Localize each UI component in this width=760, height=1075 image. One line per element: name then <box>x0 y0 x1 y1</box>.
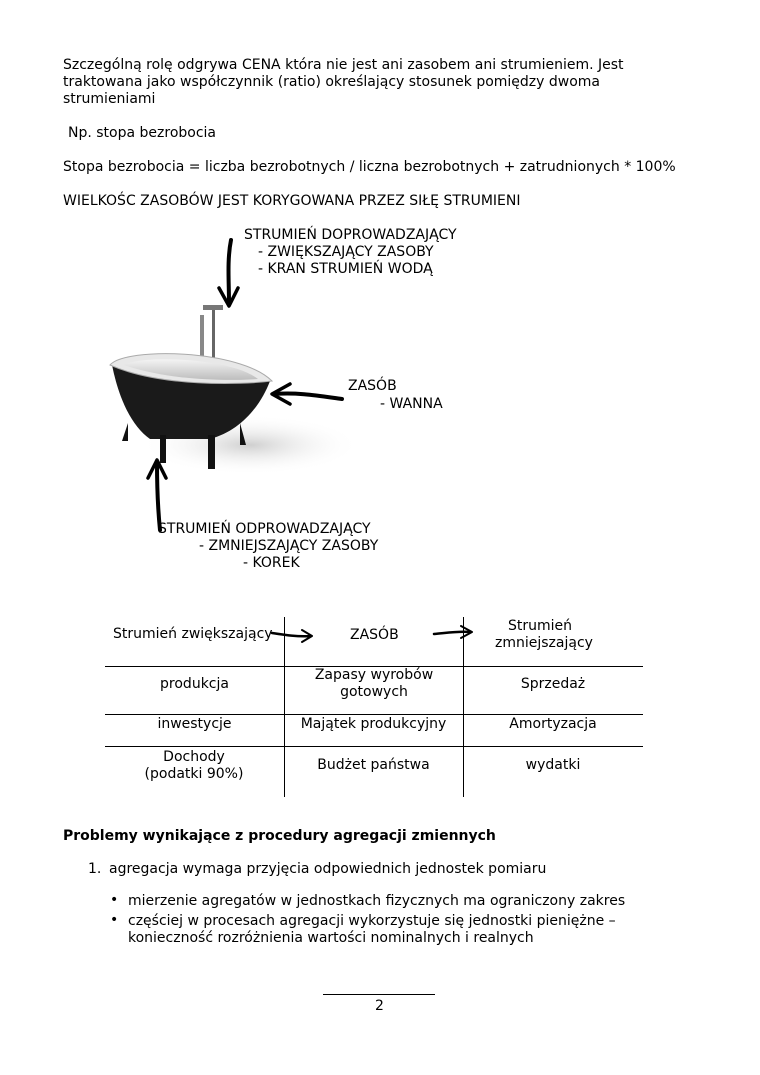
table-header-stock: ZASÓB <box>350 627 399 643</box>
bathtub-illustration <box>100 295 360 495</box>
table-header-outflow: Strumień zmniejszający <box>495 618 593 651</box>
table-cell: Budżet państwa <box>317 757 430 773</box>
inflow-sub-1: - ZWIĘKSZAJĄCY ZASOBY <box>258 244 434 260</box>
table-arrow-1-icon <box>272 630 312 642</box>
example-text: Np. stopa bezrobocia <box>68 125 217 141</box>
table-cell: produkcja <box>160 676 229 692</box>
bullet-item: częściej w procesach agregacji wykorzystuje się jednostki pieniężne – <box>128 913 616 929</box>
footer-rule <box>323 994 435 995</box>
intro-line-1: Szczególną rolę odgrywa CENA która nie jest ani zasobem ani strumieniem. Jest <box>63 57 624 73</box>
table-header-inflow: Strumień zwiększający <box>113 626 273 642</box>
section-title: Problemy wynikające z procedury agregacji zmiennych <box>63 828 496 844</box>
table-hline-2 <box>105 714 643 715</box>
outflow-title: STRUMIEŃ ODPROWADZAJĄCY <box>158 521 371 537</box>
table-cell: wydatki <box>525 757 581 773</box>
page-number: 2 <box>375 998 384 1014</box>
table-hline-3 <box>105 746 643 747</box>
inflow-title: STRUMIEŃ DOPROWADZAJĄCY <box>244 227 457 243</box>
intro-line-2: traktowana jako współczynnik (ratio) określający stosunek pomiędzy dwoma <box>63 74 601 90</box>
formula-text: Stopa bezrobocia = liczba bezrobotnych / liczna bezrobotnych + zatrudnionych * 100% <box>63 159 676 175</box>
caps-heading: WIELKOŚC ZASOBÓW JEST KORYGOWANA PRZEZ SIŁĘ STRUMIENI <box>63 193 521 209</box>
table-cell: Dochody (podatki 90%) <box>144 749 244 782</box>
outflow-sub-1: - ZMNIEJSZAJĄCY ZASOBY <box>199 538 379 554</box>
table-cell: Zapasy wyrobów gotowych <box>314 667 434 700</box>
bullet-icon: • <box>110 892 119 908</box>
inflow-sub-2: - KRAN STRUMIEŃ WODĄ <box>258 261 433 277</box>
table-cell: Majątek produkcyjny <box>300 716 447 732</box>
bullet-item-continuation: konieczność rozróżnienia wartości nominalnych i realnych <box>128 930 534 946</box>
list-item-number: 1. <box>88 861 102 877</box>
table-arrow-2-icon <box>434 626 472 638</box>
intro-line-3: strumieniami <box>63 91 156 107</box>
stock-sub-1: - WANNA <box>380 396 443 412</box>
outflow-sub-2: - KOREK <box>243 555 300 571</box>
table-cell: inwestycje <box>157 716 232 732</box>
table-cell: Sprzedaż <box>520 676 586 692</box>
bullet-icon: • <box>110 912 119 928</box>
table-cell: Amortyzacja <box>509 716 597 732</box>
bullet-item: mierzenie agregatów w jednostkach fizycznych ma ograniczony zakres <box>128 893 626 909</box>
list-item: agregacja wymaga przyjęcia odpowiednich jednostek pomiaru <box>109 861 547 877</box>
stock-title: ZASÓB <box>348 378 397 394</box>
